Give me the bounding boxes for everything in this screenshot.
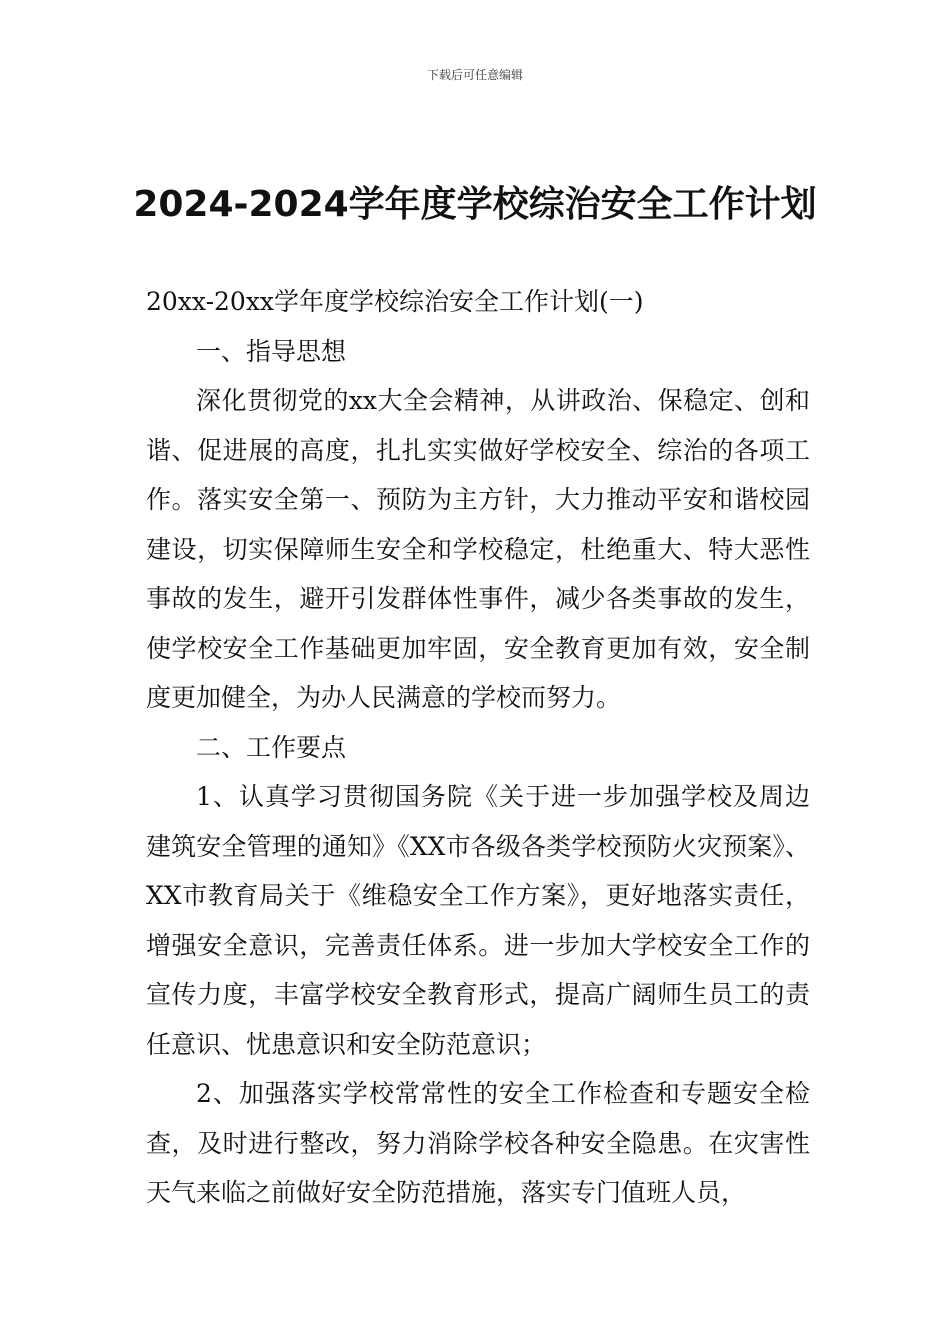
document-subtitle: 20xx-20xx学年度学校综治安全工作计划(一) [146,287,644,316]
paragraph: 深化贯彻党的xx大全会精神，从讲政治、保稳定、创和谐、促进展的高度，扎扎实实做好学校安全、综治的各项工作。落实安全第一、预防为主方针，大力推动平安和谐校园建设，切实保障师生安全和学校稳定，杜绝重大、特大恶性事故的发生，避开引发群体性事件，减少各类事故的发生，使学校安全工作基础更加牢固，安全教育更加有效，安全制度更加健全，为办人民满意的学校而努力。 [146,386,810,712]
document-body [146,277,810,1218]
section-heading: 一、指导思想 [196,336,347,366]
paragraph: 1、认真学习贯彻国务院《关于进一步加强学校及周边建筑安全管理的通知》《XX市各级各类学校预防火灾预案》、XX市教育局关于《维稳安全工作方案》，更好地落实责任，增强安全意识，完善责任体系。进一步加大学校安全工作的宣传力度，丰富学校安全教育形式，提高广阔师生员工的责任意识、忧患意识和安全防范意识； [146,782,810,1059]
document-title: 2024-2024学年度学校综治安全工作计划 [133,184,817,225]
paragraph: 2、加强落实学校常常性的安全工作检查和专题安全检查，及时进行整改，努力消除学校各种安全隐患。在灾害性天气来临之前做好安全防范措施，落实专门值班人员， [146,1079,810,1207]
header-note: 下载后可任意编辑 [426,68,523,82]
section-heading: 二、工作要点 [196,732,347,762]
